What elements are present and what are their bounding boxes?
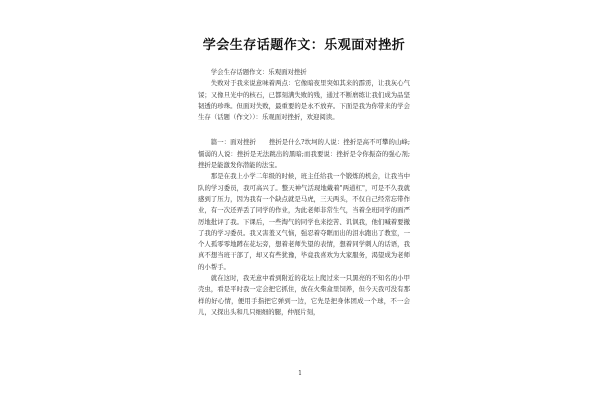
page-title: 学会生存话题作文：乐观面对挫折	[202, 38, 406, 53]
page-number: 1	[298, 370, 302, 377]
subtitle-line: 学会生存话题作文：乐观面对挫折	[210, 68, 307, 76]
article-paragraph-1: 篇一：面对挫折 挫折是什么?坎坷的人说：挫折是高不可攀的山峰;懦弱的人说：挫折是无法跳出的黑暗;而我要说：挫折是令你振奋的强心剂;挫折是能激发你潜能的法宝。	[198, 138, 410, 170]
intro-paragraph: 失败对于我来说意味着两点：它像暗夜里突如其来的霹雳，让我灰心气馁；又像旦光中的核石，已都刻满失败的残，通过不断磨练让我们成为品坚韧透的珍珠。但面对失败，最重要的是永不放弃。下面是我为你带来的学会生存（话题（作文））：乐观面对挫折，欢迎阅读。	[198, 79, 410, 122]
document-body	[198, 34, 410, 318]
section-gap	[198, 123, 410, 137]
article-paragraph-3: 就在这时，我无意中看到附近的花坛上爬过来一只黑亮的不知名的小甲壳虫，看是平时我一定会把它抓住，放在火柴盒里饲养，但今天我可没有那样的好心情，便用手指把它弹到一边，它先是把身体团成一个球，不一会儿，又探出头和几只细细的腿，仲展片刻，	[198, 274, 410, 316]
article-paragraph-2: 那是在我上小学二年级的时候，班主任给我一个锻炼的机会，让我当中队的学习委员，我可高兴了。整天神气活现地戴着"两道杠"，可是不久我就感到了压力，因为我有一个缺点就是马虎，三天两头，不仅自己经常忘带作业，有一次还弄丢了同学的作业，为此老师非常生气，当着全班同学的面严厉地批评了我。下课后，一些淘气的同学也来挖苦、讥讽我，他们喊着要撤了我的学习委员。我又害羞又气恼，强忍着夺眶而出的泪水跑出了教室，一个人孤零零地蹲在花坛旁，想着老师失望的表情，想着同学刺人的话语，我真不想当班干部了，却又有些犹豫，毕竟我喜欢为大家服务，渴望成为老师的小帮手。	[198, 172, 410, 271]
